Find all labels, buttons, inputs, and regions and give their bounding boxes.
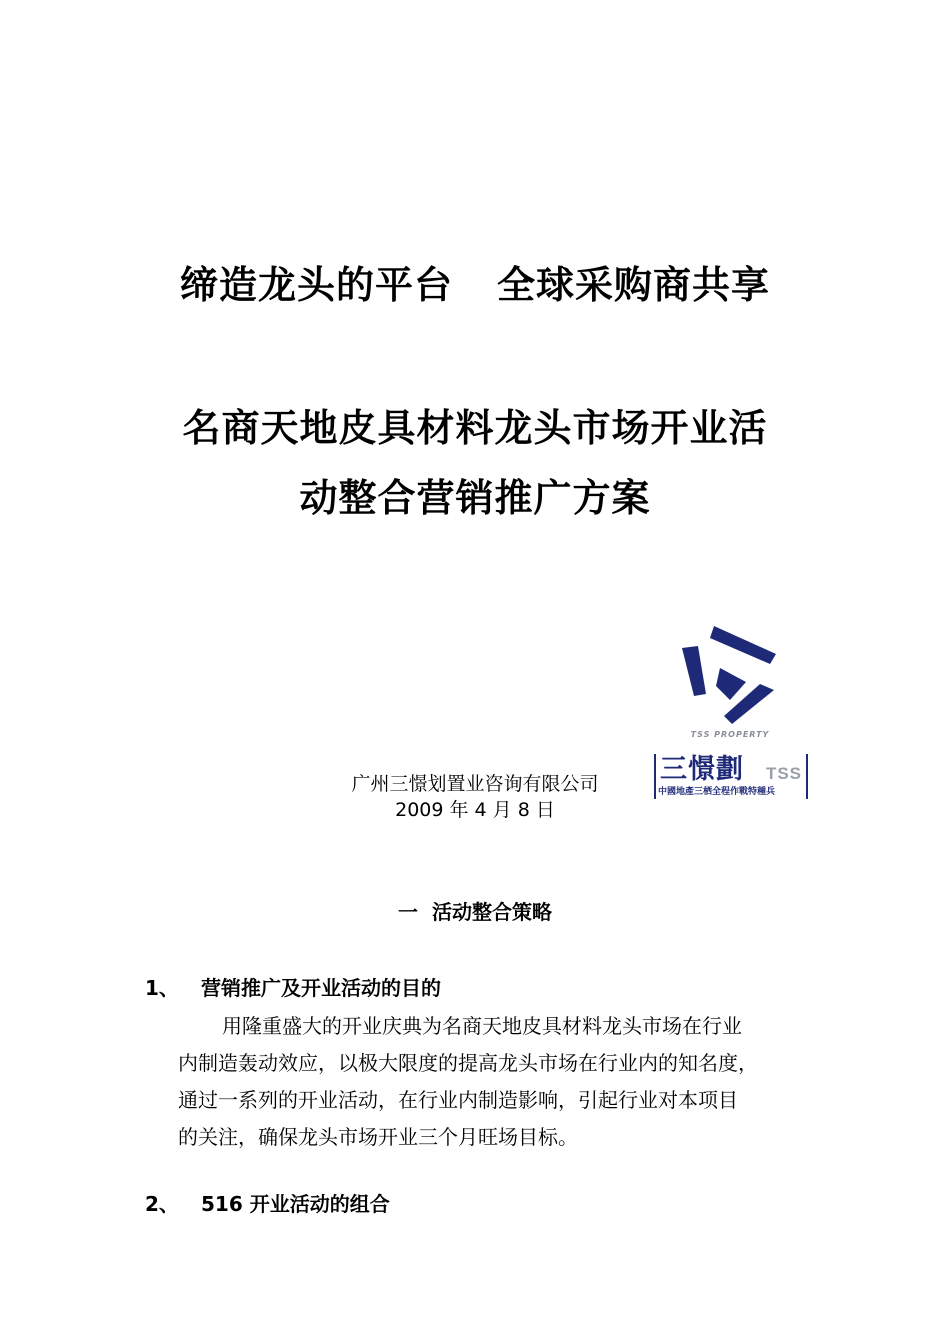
section-heading xyxy=(0,898,950,926)
logo-caption: TSS PROPERTY xyxy=(690,730,770,739)
brand-tss: TSS xyxy=(765,764,802,783)
item-title: 营销推广及开业活动的目的 xyxy=(201,976,441,1000)
item-paragraph-1 xyxy=(178,1008,828,1156)
item-title: 516 开业活动的组合 xyxy=(201,1192,390,1216)
brand-name: 三憬劃 xyxy=(660,754,744,785)
item-heading-1 xyxy=(145,974,441,1002)
paragraph-line: 的关注，确保龙头市场开业三个月旺场目标。 xyxy=(178,1125,578,1149)
paragraph-line: 内制造轰动效应，以极大限度的提高龙头市场在行业内的知名度， xyxy=(178,1051,758,1075)
item-index: 1、 xyxy=(145,976,179,1000)
brand-badge xyxy=(654,754,808,799)
section-number: 一 xyxy=(398,900,418,924)
item-heading-2 xyxy=(145,1190,390,1218)
main-title-line-1: 名商天地皮具材料龙头市场开业活 xyxy=(182,406,768,450)
tss-logo-mark-icon xyxy=(676,626,782,726)
section-title: 活动整合策略 xyxy=(432,900,552,924)
main-title-line-2: 动整合营销推广方案 xyxy=(299,476,651,520)
company-name: 广州三憬划置业咨询有限公司 xyxy=(351,773,599,795)
document-date: 2009 年 4 月 8 日 xyxy=(395,799,555,821)
slogan-right: 全球采购商共享 xyxy=(497,263,771,307)
item-index: 2、 xyxy=(145,1192,179,1216)
paragraph-line: 用隆重盛大的开业庆典为名商天地皮具材料龙头市场在行业 xyxy=(222,1014,742,1038)
slogan-left: 缔造龙头的平台 xyxy=(179,263,453,307)
slogan-title xyxy=(0,262,950,308)
brand-slogan: 中國地產三栖全程作戰特種兵 xyxy=(658,787,776,797)
paragraph-line: 通过一系列的开业活动，在行业内制造影响，引起行业对本项目 xyxy=(178,1088,738,1112)
